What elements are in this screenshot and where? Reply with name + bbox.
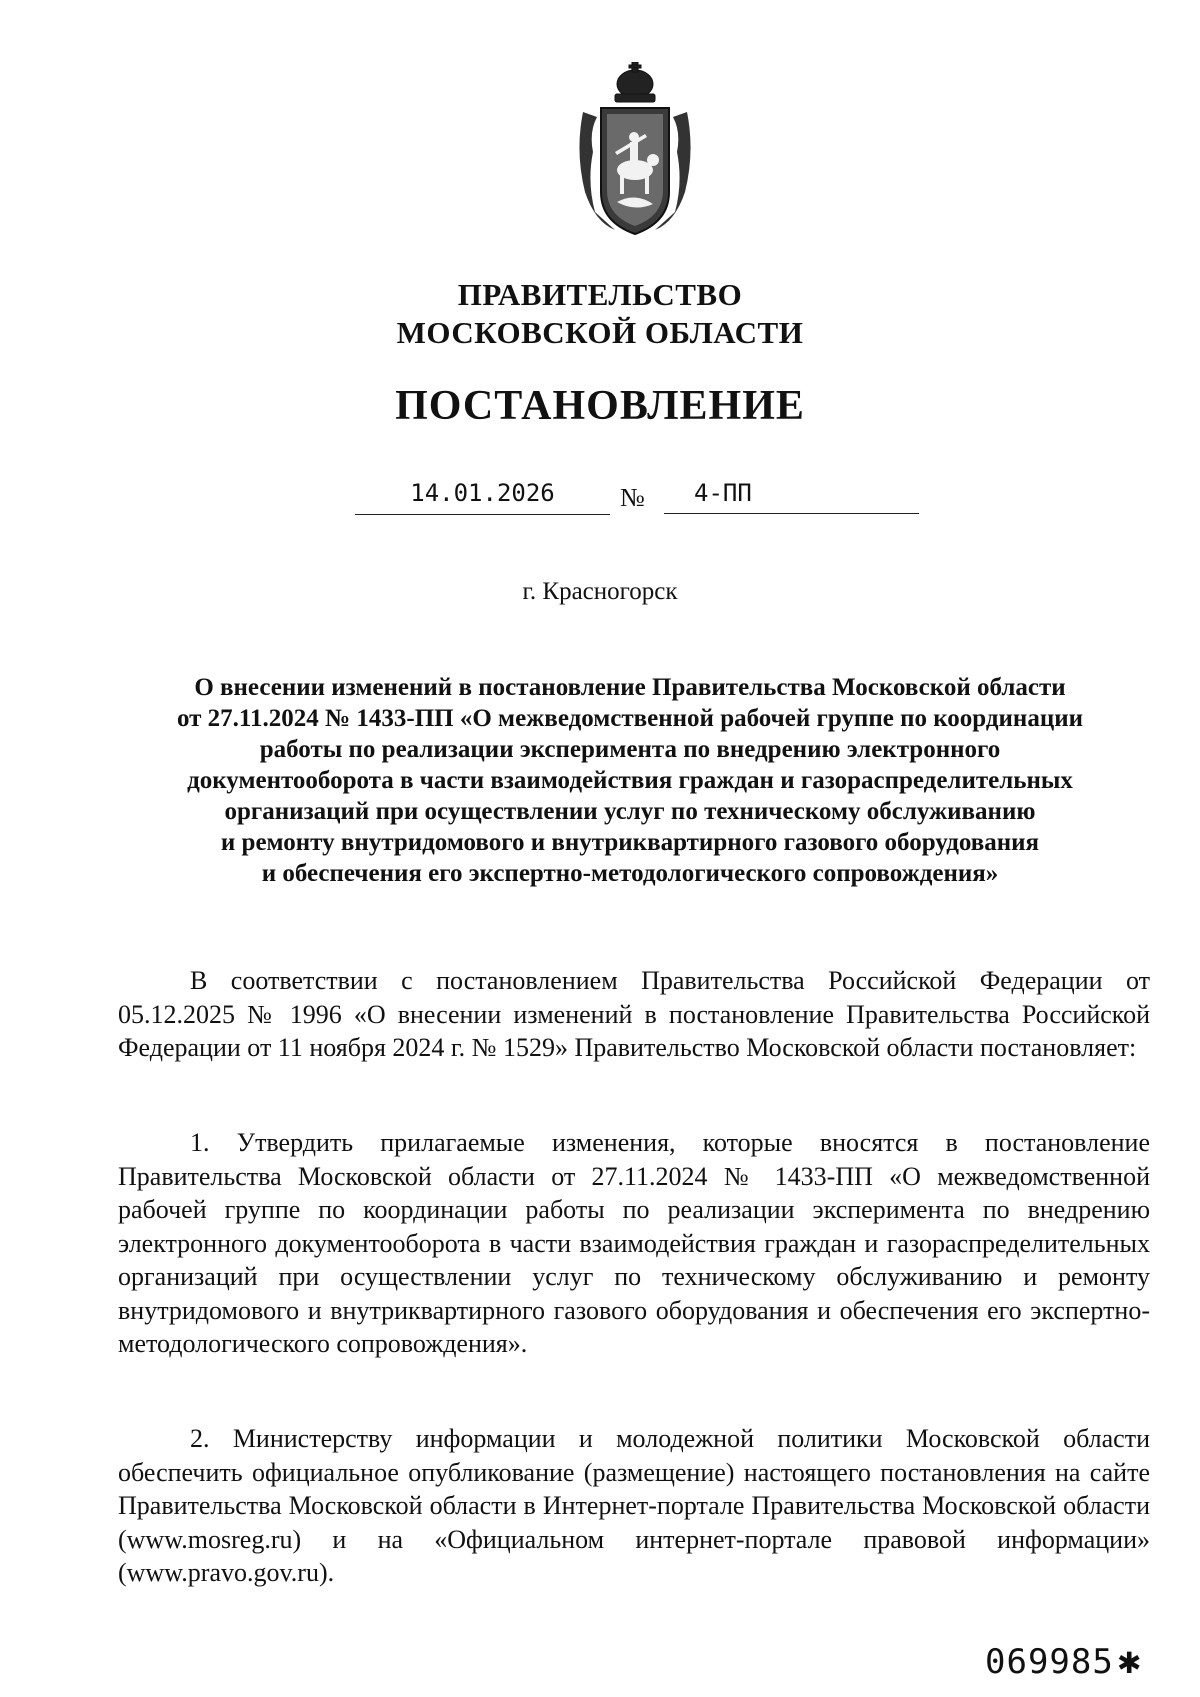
- asterisk-icon: ✱: [1117, 1638, 1142, 1682]
- item-1-paragraph: [118, 1126, 1150, 1361]
- city-name: г. Красногорск: [522, 578, 678, 605]
- item-2-text: 2. Министерству информации и молодежной политики Московской области обеспечить официальное опубликование (размещение) настоящего постановления на сайте Правительства Московской области в Интернет-портале Правительства Московской области (www.mosreg.ru) и на «Официальном интернет-портале правовой информации» (www.pravo.gov.ru).: [118, 1424, 1150, 1587]
- government-name: [0, 276, 1200, 352]
- serial-digits: 069985: [985, 1642, 1114, 1682]
- item-2-paragraph: [118, 1422, 1150, 1590]
- title-line: и ремонту внутридомового и внутриквартирного газового оборудования: [220, 829, 1040, 856]
- document-type-title: ПОСТАНОВЛЕНИЕ: [395, 383, 805, 429]
- preamble-paragraph: [118, 964, 1150, 1065]
- title-line: О внесении изменений в постановление Правительства Московской области: [194, 674, 1066, 701]
- government-line-1: ПРАВИТЕЛЬСТВО: [457, 277, 743, 312]
- item-1-text: 1. Утвердить прилагаемые изменения, которые вносятся в постановление Правительства Московской области от 27.11.2024 № 1433-ПП «О межведомственной рабочей группе по координации работы по реализации эксперимента по внедрению электронного документооборота в части взаимодействия граждан и газораспределительных организаций при осуществлении услуг по техническому обслуживанию и ремонту внутридомового и внутриквартирного газового оборудования и обеспечения его экспертно-методологического сопровождения».: [118, 1128, 1150, 1358]
- document-date: 14.01.2026: [355, 474, 610, 515]
- moscow-oblast-coat-of-arms-icon: [575, 62, 695, 242]
- document-number: 4-ПП: [664, 474, 919, 514]
- document-subject-title: [110, 672, 1150, 889]
- title-line: работы по реализации эксперимента по внедрению электронного: [259, 736, 1001, 763]
- number-sign: №: [620, 483, 645, 512]
- preamble-text: В соответствии с постановлением Правительства Российской Федерации от 05.12.2025 № 1996 «О внесении изменений в постановление Правительства Российской Федерации от 11 ноября 2024 г. № 1529» Правительство Московской области постановляет:: [118, 966, 1150, 1062]
- title-line: и обеспечения его экспертно-методологического сопровождения»: [261, 860, 999, 887]
- serial-number: [985, 1638, 1142, 1682]
- title-line: документооборота в части взаимодействия граждан и газораспределительных: [187, 767, 1073, 794]
- government-line-2: МОСКОВСКОЙ ОБЛАСТИ: [396, 315, 804, 350]
- title-line: от 27.11.2024 № 1433-ПП «О межведомственной рабочей группе по координации: [176, 705, 1084, 732]
- title-line: организаций при осуществлении услуг по техническому обслуживанию: [224, 798, 1036, 825]
